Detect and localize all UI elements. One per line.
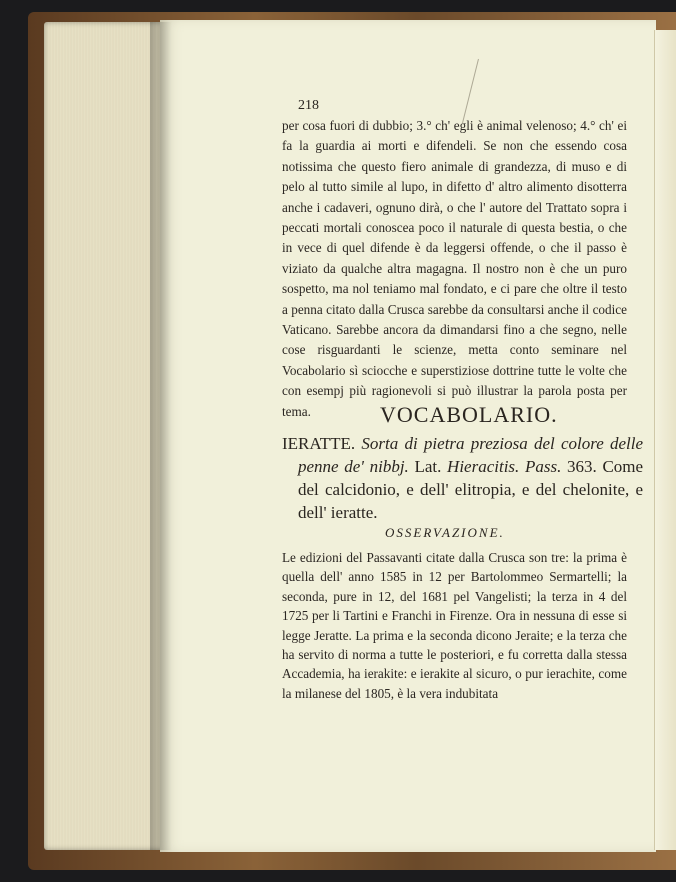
page-number: 218 bbox=[298, 98, 319, 113]
observation-paragraph bbox=[282, 548, 627, 703]
observation-paragraph-text: Le edizioni del Passavanti citate dalla Crusca son tre: la prima è quella dell' anno 1585 in 12 per Bartolommeo Sermartelli; la seconda, pure in 12, del 1681 pel Vangelisti; la terza in 4 del 1725 per li Tartini e Franchi in Firenze. Ora in nessuna di esse si legge Jeratte. La prima e la seconda dicono Jeraite; e la terza che ha servito di norma a tutte le posteriori, e fu corretta dalla stessa Accademia, ha ierakite: e ierakite al sicuro, o pur ierachite, come la milanese del 1805, è la vera indubitata bbox=[282, 550, 627, 701]
body-paragraph-text: per cosa fuori di dubbio; 3.° ch' egli è animal velenoso; 4.° ch' ei fa la guardia ai morti e difendeli. Se non che essendo cosa notissima che questo fiero animale di grandezza, di muso e di pelo al tutto simile al lupo, in difetto d' altro alimento disotterra anche i cadaveri, ognuno dirà, o che l' autore del Trattato sopra i peccati mortali conoscea poco il naturale di questa bestia, o che in vece di quel difende è da leggersi offende, o che il passo è viziato da qualche altra magagna. Il nostro non è che un puro sospetto, ma nol teniamo mal fondato, e ci pare che oltre il testo a penna citato dalla Crusca sarebbe da consultarsi anche il codice Vaticano. Sarebbe ancora da dimandarsi fino a che segno, nelle cose risguardanti le scienze, metta conto seminare nel Vocabolario sì sciocche e superstiziose dottrine tutte le volte che con esempj più ragionevoli si può illustrar la parola posta per tema. bbox=[282, 118, 627, 419]
dictionary-entry bbox=[282, 432, 643, 524]
entry-quote: Come del calcidonio, e dell' elitropia, e del chelonite, e dell' ieratte. bbox=[298, 457, 644, 522]
entry-latin-label: Lat. bbox=[414, 457, 442, 476]
body-paragraph bbox=[282, 116, 627, 422]
entry-latin-term: Hieracitis. bbox=[447, 457, 520, 476]
observation-heading: OSSERVAZIONE. bbox=[385, 525, 505, 540]
page-stack-edge bbox=[44, 22, 162, 850]
entry-headword: IERATTE. bbox=[282, 434, 356, 453]
entry-source-page: 363. bbox=[567, 457, 597, 476]
entry-definition: Sorta di pietra preziosa del colore delle penne de' nibbj. bbox=[298, 434, 644, 476]
page-gutter-shadow bbox=[150, 22, 172, 850]
section-heading: VOCABOLARIO. bbox=[380, 402, 558, 427]
facing-page-edge bbox=[654, 30, 676, 850]
entry-source: Pass. bbox=[524, 457, 562, 476]
